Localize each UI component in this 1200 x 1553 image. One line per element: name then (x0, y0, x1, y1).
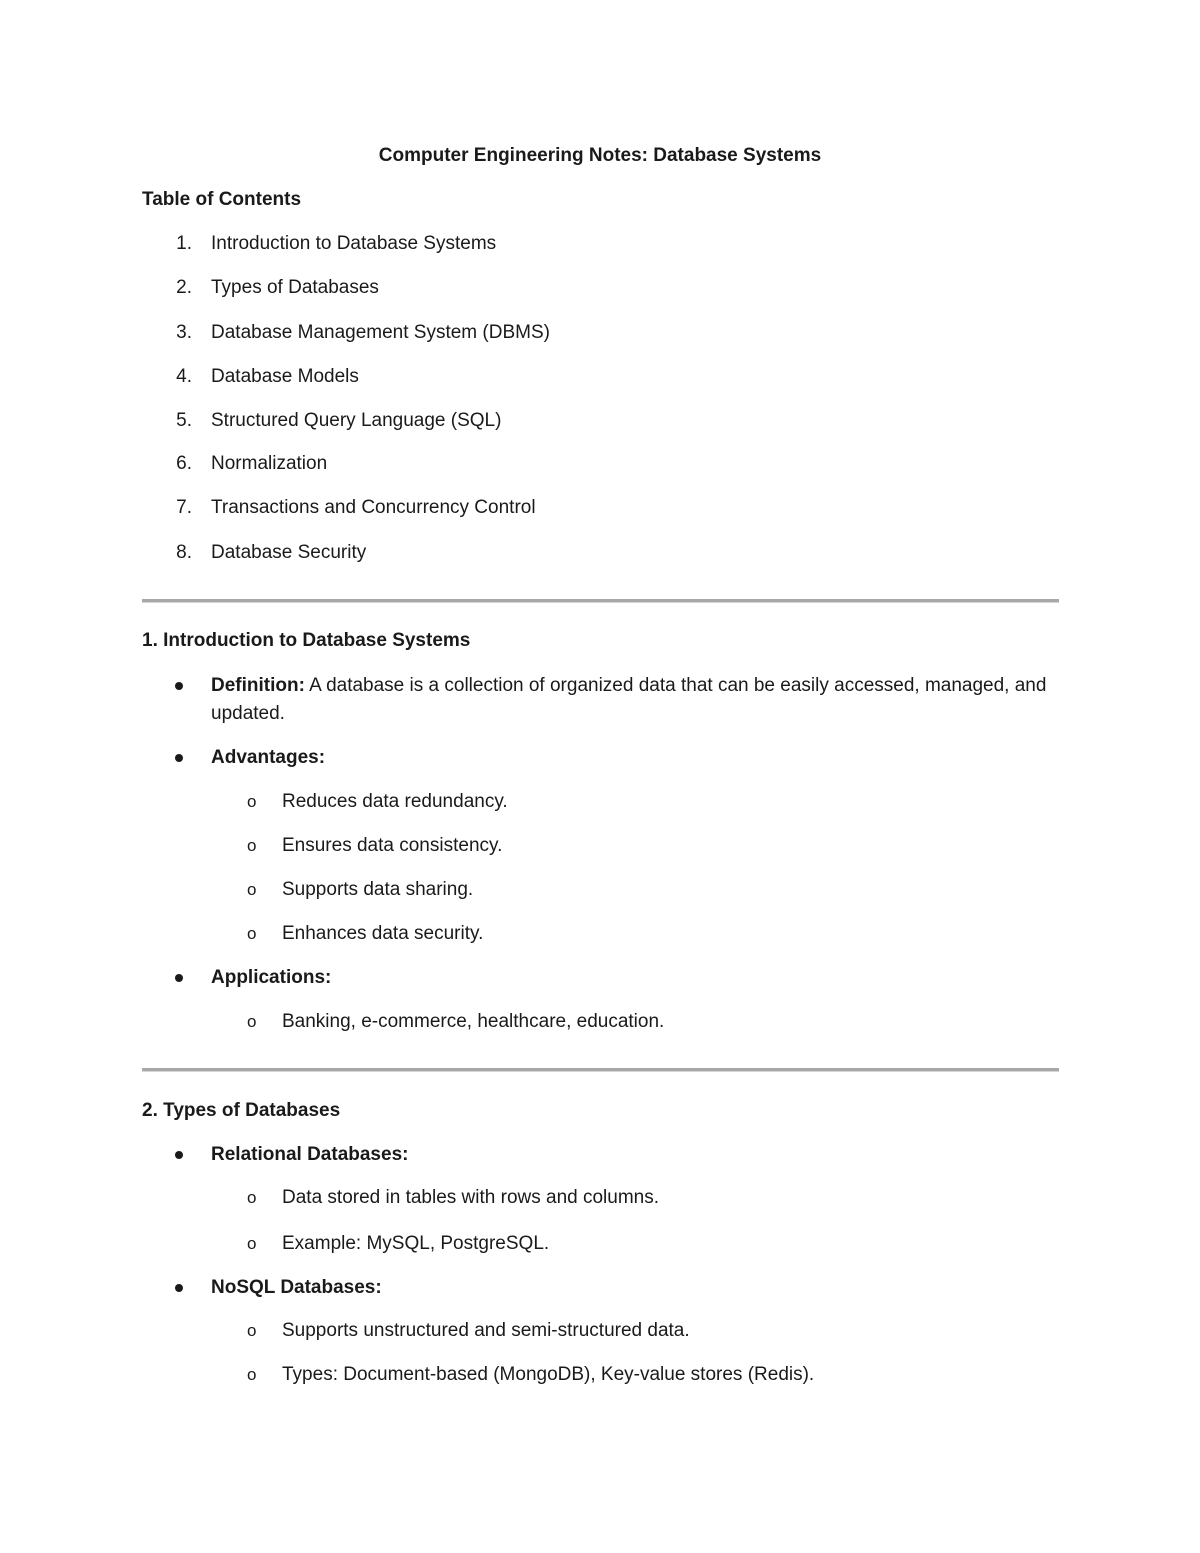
advantages-label: Advantages: (211, 747, 326, 768)
toc-item-number: 5. (176, 410, 192, 431)
advantage-item: Enhances data security. (282, 923, 484, 944)
nosql-item: Supports unstructured and semi-structured data. (282, 1320, 690, 1341)
toc-item-number: 1. (176, 233, 192, 254)
toc-item-label: Database Management System (DBMS) (211, 322, 550, 343)
relational-item: Example: MySQL, PostgreSQL. (282, 1233, 550, 1254)
section-divider (142, 1068, 1059, 1072)
toc-item-label: Database Models (211, 366, 359, 387)
toc-item-number: 3. (176, 322, 192, 343)
application-item: Banking, e-commerce, healthcare, education. (282, 1011, 665, 1032)
bullet-disc-icon (175, 1284, 183, 1292)
relational-label: Relational Databases: (211, 1144, 409, 1165)
bullet-disc-icon (175, 682, 183, 690)
toc-item-number: 8. (176, 542, 192, 563)
toc-item-number: 2. (176, 277, 192, 298)
advantage-item: Reduces data redundancy. (282, 791, 508, 812)
toc-item-label: Database Security (211, 542, 367, 563)
definition-label: Definition: (211, 675, 305, 696)
relational-item: Data stored in tables with rows and columns. (282, 1187, 660, 1208)
bullet-circle-icon: o (247, 924, 257, 943)
nosql-item: Types: Document-based (MongoDB), Key-value stores (Redis). (282, 1364, 815, 1385)
toc-item-number: 4. (176, 366, 192, 387)
toc-item-number: 6. (176, 453, 192, 474)
nosql-label: NoSQL Databases: (211, 1277, 382, 1298)
toc-item-label: Types of Databases (211, 277, 379, 298)
definition-text: A database is a collection of organized data that can be easily accessed, managed, and (304, 675, 1047, 696)
bullet-disc-icon (175, 974, 183, 982)
advantage-item: Supports data sharing. (282, 879, 474, 900)
document-title: Computer Engineering Notes: Database Systems (378, 145, 822, 166)
definition-line (211, 674, 1046, 698)
section-divider (142, 599, 1059, 603)
toc-item-label: Structured Query Language (SQL) (211, 410, 502, 431)
section-1-heading: 1. Introduction to Database Systems (142, 630, 471, 651)
advantage-item: Ensures data consistency. (282, 835, 503, 856)
bullet-circle-icon: o (247, 1012, 257, 1031)
applications-label: Applications: (211, 967, 332, 988)
bullet-circle-icon: o (247, 792, 257, 811)
toc-item-label: Introduction to Database Systems (211, 233, 497, 254)
section-2-heading: 2. Types of Databases (142, 1100, 341, 1121)
toc-item-number: 7. (176, 497, 192, 518)
bullet-circle-icon: o (247, 1365, 257, 1384)
definition-text-continued: updated. (211, 703, 285, 724)
bullet-disc-icon (175, 1151, 183, 1159)
bullet-circle-icon: o (247, 1188, 257, 1207)
toc-heading: Table of Contents (142, 189, 302, 210)
toc-item-label: Transactions and Concurrency Control (211, 497, 536, 518)
toc-item-label: Normalization (211, 453, 328, 474)
bullet-circle-icon: o (247, 1234, 257, 1253)
bullet-circle-icon: o (247, 880, 257, 899)
bullet-disc-icon (175, 754, 183, 762)
bullet-circle-icon: o (247, 1321, 257, 1340)
bullet-circle-icon: o (247, 836, 257, 855)
